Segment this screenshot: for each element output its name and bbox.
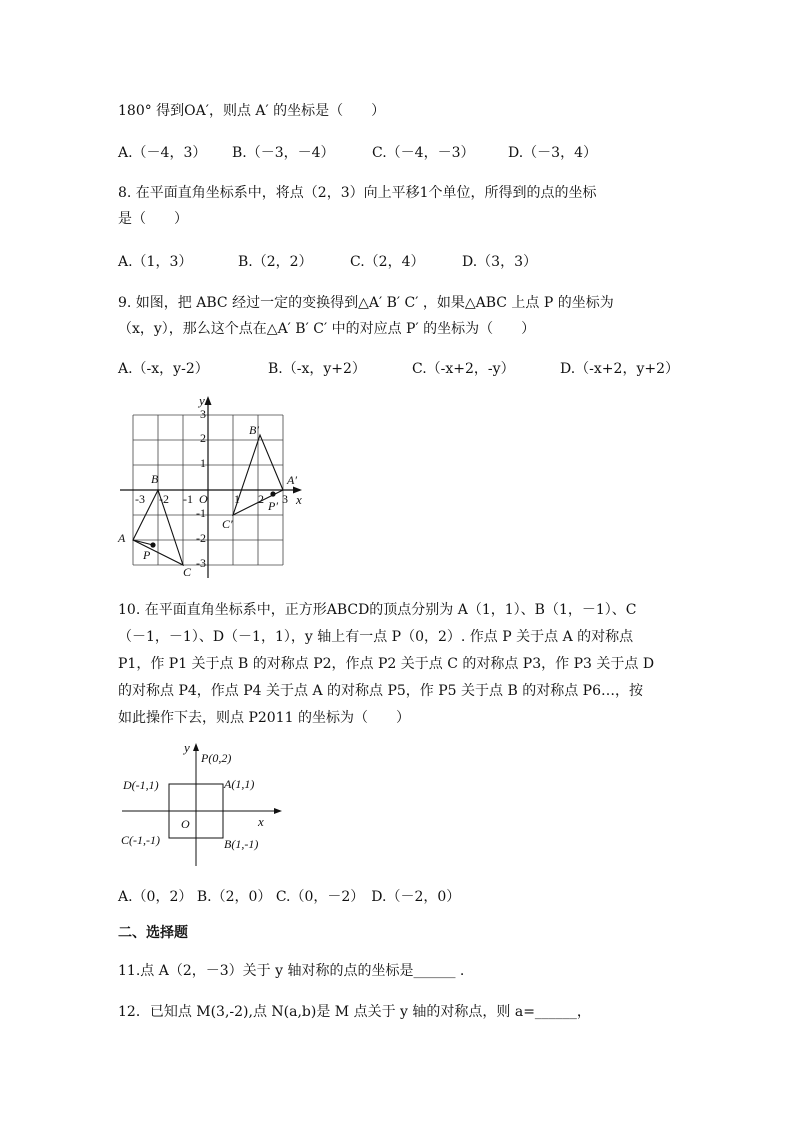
- q9-option-a: A.（-x，y-2）: [118, 361, 209, 377]
- q9-label-p1: P′: [268, 499, 278, 513]
- q9-xtick: -2: [159, 492, 169, 506]
- q9-stem-line1: 9. 如图，把 ABC 经过一定的变换得到△A′ B′ C′ ，如果△ABC 上点 P 的坐标为: [118, 295, 614, 311]
- q9-ytick: -2: [196, 531, 206, 545]
- q9-label-c: C: [183, 565, 192, 579]
- q10-stem-line2: （－1，－1）、D（－1，1），y 轴上有一点 P（0，2）. 作点 P 关于点 A 的对称点: [118, 629, 634, 645]
- q8-stem-line2: 是（ ）: [118, 211, 188, 227]
- q10-origin-label: O: [181, 817, 190, 831]
- q9-stem-line2: （x，y），那么这个点在△A′ B′ C′ 中的对应点 P′ 的坐标为（ ）: [118, 321, 536, 337]
- q10-label-c: C(-1,-1): [121, 833, 160, 847]
- q7-stem: 180° 得到OA′，则点 A′ 的坐标是（ ）: [118, 103, 386, 119]
- q9-label-c1: C′: [222, 517, 233, 531]
- q10-stem-line3: P1，作 P1 关于点 B 的对称点 P2，作点 P2 关于点 C 的对称点 P3，作 P3 关于点 D: [118, 656, 655, 672]
- q9-point-p: [150, 542, 155, 547]
- q10-label-b: B(1,-1): [224, 837, 259, 851]
- q10-label-p: P(0,2): [201, 751, 232, 765]
- q11-text: 11.点 A（2，－3）关于 y 轴对称的点的坐标是______ .: [118, 963, 465, 979]
- q12-text: 12．已知点 M(3,-2),点 N(a,b)是 M 点关于 y 轴的对称点，则 a=______，: [118, 1004, 591, 1020]
- q9-ytick: 3: [200, 407, 206, 421]
- q8-option-d: D.（3，3）: [462, 254, 537, 270]
- q9-ytick: -1: [196, 506, 206, 520]
- q9-xtick: -3: [135, 492, 145, 506]
- q9-ytick: 2: [200, 431, 206, 445]
- q8-stem-line1: 8. 在平面直角坐标系中，将点（2，3）向上平移1个单位，所得到的点的坐标: [118, 185, 597, 201]
- q10-label-a: A(1,1): [224, 777, 255, 791]
- q9-option-b: B.（-x，y+2）: [268, 361, 366, 377]
- q8-option-a: A.（1，3）: [118, 254, 193, 270]
- section-title: 二、选择题: [118, 925, 188, 941]
- q9-xtick: 2: [258, 492, 264, 506]
- q10-labels: [121, 740, 264, 851]
- q7-option-d: D.（－3，4）: [508, 145, 597, 161]
- q10-stem-line4: 的对称点 P4，作点 P4 关于点 A 的对称点 P5，作 P5 关于点 B 的对称点 P6…，按: [118, 683, 643, 699]
- q9-option-d: D.（-x+2，y+2）: [560, 361, 679, 377]
- q9-label-b: B: [151, 472, 159, 486]
- q9-origin-label: O: [199, 492, 208, 506]
- q8-option-c: C.（2，4）: [350, 254, 425, 270]
- q9-label-a: A: [118, 531, 126, 545]
- q9-ytick: -3: [196, 556, 206, 570]
- q9-option-c: C.（-x+2，-y）: [412, 361, 515, 377]
- q7-option-b: B.（－3，－4）: [232, 145, 335, 161]
- q9-axis-x-label: x: [296, 492, 302, 507]
- q10-label-d: D(-1,1): [123, 778, 159, 792]
- q7-option-c: C.（－4，－3）: [372, 145, 475, 161]
- q8-option-b: B.（2，2）: [238, 254, 313, 270]
- q10-square-figure: [118, 738, 288, 868]
- q9-point-p1: [270, 491, 275, 496]
- q9-xtick: -1: [183, 492, 193, 506]
- q9-grid-figure: [110, 392, 310, 582]
- q10-options: A.（0，2） B.（2，0） C.（0，－2） D.（－2，0）: [118, 889, 461, 905]
- q9-label-b1: B′: [249, 423, 259, 437]
- q9-segment-a-p: [133, 540, 153, 545]
- q7-option-a: A.（－4，3）: [118, 145, 207, 161]
- q10-axis-x-label: x: [258, 814, 264, 829]
- q9-xtick: 3: [282, 492, 288, 506]
- q9-axis-y-label: y: [199, 393, 205, 408]
- q10-stem-line1: 10. 在平面直角坐标系中，正方形ABCD的顶点分别为 A（1，1）、B（1，－1）、C: [118, 602, 637, 618]
- q9-xtick: 1: [234, 492, 240, 506]
- q9-label-p: P: [143, 548, 151, 562]
- q9-label-a1: A′: [287, 473, 297, 487]
- q9-ytick: 1: [200, 456, 206, 470]
- q10-axis-y-label: y: [184, 740, 190, 755]
- q10-stem-line5: 如此操作下去，则点 P2011 的坐标为（ ）: [118, 710, 410, 726]
